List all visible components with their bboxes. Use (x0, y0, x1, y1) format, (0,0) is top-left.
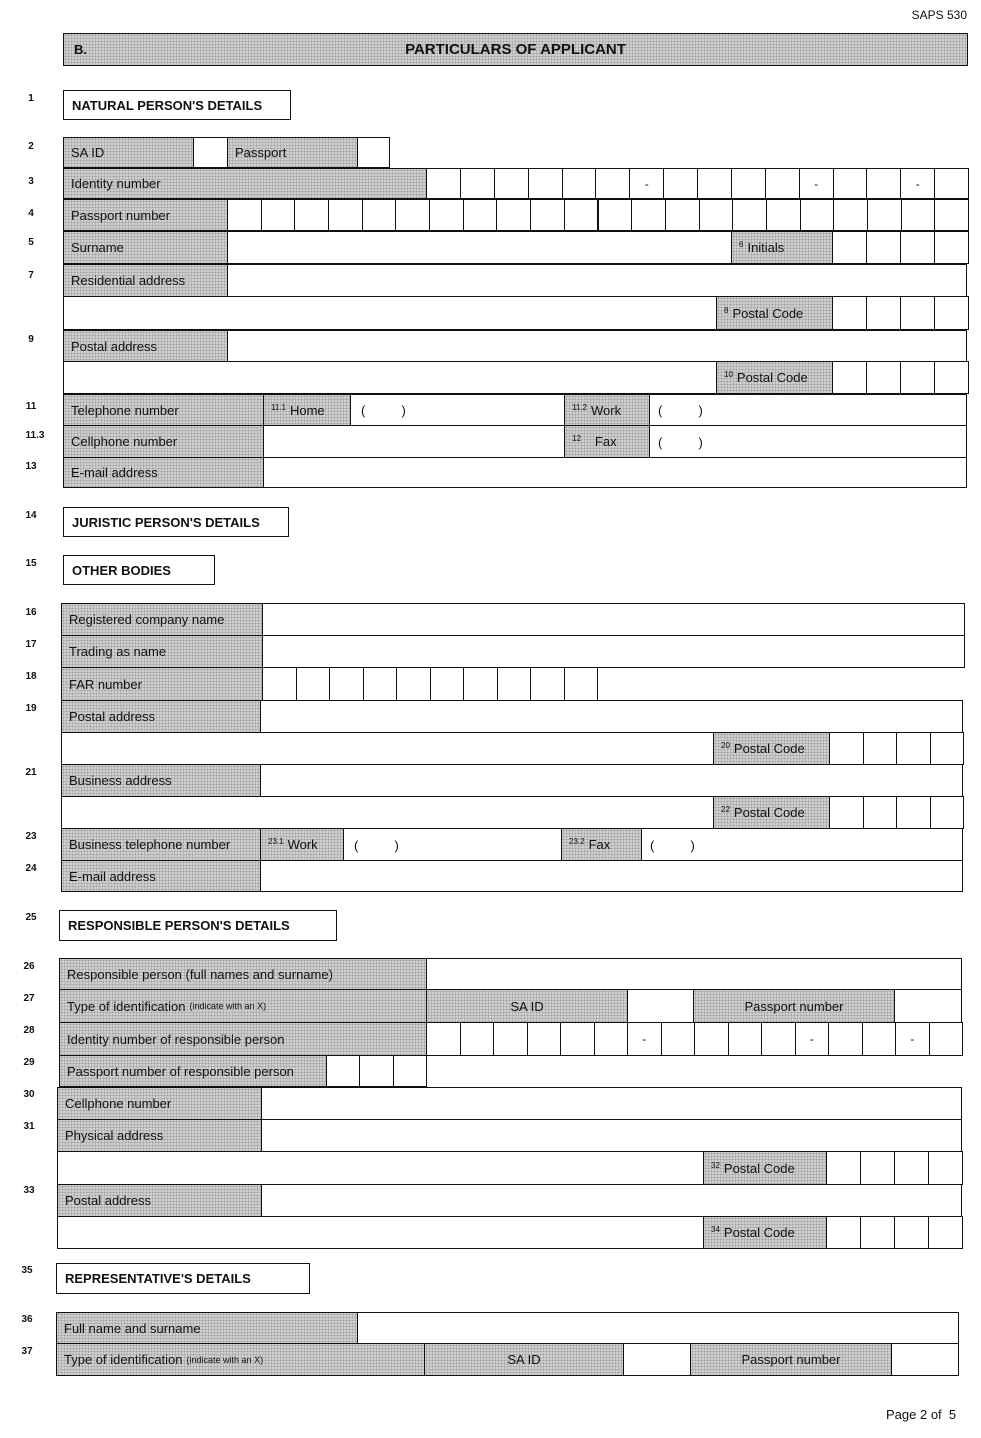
email-field[interactable] (263, 457, 967, 488)
passport-digit-cell[interactable] (766, 199, 801, 231)
row-number: 9 (28, 334, 34, 345)
home-label (263, 394, 351, 426)
section-banner (63, 33, 968, 66)
identity-digit-cell[interactable] (795, 1022, 830, 1056)
row-number: 25 (25, 912, 37, 923)
physical-address-field[interactable] (261, 1119, 962, 1152)
row-number: 13 (25, 461, 37, 472)
far-digit-cell[interactable] (363, 667, 398, 701)
separator-dash: - (642, 1032, 647, 1046)
row-number: 19 (25, 703, 37, 714)
identity-digit-cell[interactable] (594, 1022, 629, 1056)
far-digit-cell[interactable] (396, 667, 431, 701)
passport-digit-cell[interactable] (227, 199, 262, 231)
fax-text: Fax (594, 434, 617, 449)
telephone-number-label: Telephone number (63, 394, 264, 426)
fax-field[interactable] (649, 425, 967, 458)
sa-id-checkbox[interactable] (193, 137, 228, 168)
identity-digit-cell[interactable] (560, 1022, 595, 1056)
initials-number: 6 (739, 240, 744, 249)
identity-digit-cell[interactable] (460, 1022, 495, 1056)
postal-code-cell[interactable] (832, 361, 867, 394)
initials-cell[interactable] (832, 231, 867, 264)
work-label (564, 394, 650, 426)
postal-code-cell[interactable] (832, 296, 867, 330)
postal-code-cell[interactable] (866, 361, 901, 394)
identity-digit-cell[interactable] (527, 1022, 562, 1056)
sa-id-label: SA ID (63, 137, 194, 168)
passport-digit-cell[interactable] (328, 199, 363, 231)
passport-digit-cell[interactable] (665, 199, 700, 231)
row-number: 15 (25, 558, 37, 569)
identity-digit-cell[interactable] (895, 1022, 930, 1056)
physical-address-field-2[interactable] (57, 1151, 704, 1185)
identity-number-label: Identity number (63, 168, 427, 199)
identity-digit-cell[interactable] (697, 168, 732, 199)
identity-digit-cell[interactable] (627, 1022, 662, 1056)
postal-code-number: 8 (724, 305, 729, 315)
identity-digit-cell[interactable] (528, 168, 563, 199)
separator-dash: - (910, 1032, 915, 1046)
row-number: 11 (25, 401, 37, 412)
work-text: Work (287, 837, 318, 852)
row-number: 36 (21, 1314, 33, 1325)
postal-code-cell[interactable] (930, 732, 965, 765)
separator-dash: - (809, 1032, 814, 1046)
postal-address-field[interactable] (227, 330, 967, 362)
registered-company-field[interactable] (262, 603, 965, 636)
section-letter: B. (74, 42, 87, 57)
row-number: 14 (25, 510, 37, 521)
passport-digit-cell[interactable] (395, 199, 430, 231)
registered-company-label: Registered company name (61, 603, 263, 636)
row-number: 18 (25, 671, 37, 682)
row-number: 1 (28, 93, 34, 104)
identity-number-label: Identity number of responsible person (59, 1022, 427, 1056)
identity-digit-cell[interactable] (866, 168, 901, 199)
passport-number-label: Passport number (63, 199, 228, 231)
passport-checkbox[interactable] (891, 1343, 959, 1376)
type-id-text: Type of identification (64, 1352, 183, 1367)
postal-code-cell[interactable] (930, 796, 965, 829)
work-text: Work (590, 402, 622, 418)
page-number: Page 2 of 5 (886, 1407, 957, 1422)
full-name-label: Full name and surname (56, 1312, 358, 1344)
type-id-text: Type of identification (67, 998, 186, 1014)
phone-brackets: ( ) (361, 403, 406, 418)
work-number: 23.1 (268, 837, 284, 846)
postal-code-cell[interactable] (863, 732, 898, 765)
far-digit-cell[interactable] (262, 667, 297, 701)
passport-digit-cell[interactable] (530, 199, 565, 231)
business-address-field-2[interactable] (61, 796, 714, 829)
passport-label: Passport (227, 137, 358, 168)
row-number: 3 (28, 176, 34, 187)
sa-id-option: SA ID (424, 1343, 624, 1376)
passport-digit-cell[interactable] (598, 199, 633, 231)
passport-option: Passport number (690, 1343, 892, 1376)
identity-digit-cell[interactable] (426, 168, 461, 199)
sa-id-checkbox[interactable] (623, 1343, 691, 1376)
passport-checkbox[interactable] (894, 989, 962, 1023)
postal-code-cell[interactable] (894, 1216, 929, 1249)
row-number: 28 (23, 1025, 35, 1036)
trading-as-field[interactable] (262, 635, 965, 668)
work-number: 11.2 (572, 402, 587, 412)
identity-digit-cell[interactable] (426, 1022, 461, 1056)
responsible-person-field[interactable] (426, 958, 962, 990)
separator-dash: - (814, 176, 819, 191)
row-number: 23 (25, 831, 37, 842)
cellphone-number-label: Cellphone number (63, 425, 264, 458)
postal-code-text: Postal Code (733, 741, 805, 756)
initials-cell[interactable] (934, 231, 969, 264)
postal-code-number: 22 (721, 805, 730, 814)
passport-digit-cell[interactable] (867, 199, 902, 231)
postal-code-number: 10 (724, 370, 733, 379)
far-digit-cell[interactable] (530, 667, 565, 701)
initials-text: Initials (747, 240, 785, 255)
identity-digit-cell[interactable] (765, 168, 800, 199)
postal-code-number: 32 (711, 1160, 720, 1170)
identity-digit-cell[interactable] (494, 168, 529, 199)
postal-code-cell[interactable] (928, 1216, 963, 1249)
row-number: 4 (28, 208, 34, 219)
business-telephone-label: Business telephone number (61, 828, 261, 861)
row-number: 30 (23, 1089, 35, 1100)
representative-heading: REPRESENTATIVE'S DETAILS (56, 1263, 310, 1294)
responsible-person-label: Responsible person (full names and surname) (59, 958, 427, 990)
postal-address-field-2[interactable] (57, 1216, 704, 1249)
cellphone-number-label: Cellphone number (57, 1087, 262, 1120)
postal-code-text: Postal Code (723, 1160, 795, 1176)
work-phone-field[interactable] (649, 394, 967, 426)
identity-digit-cell[interactable] (828, 1022, 863, 1056)
passport-option: Passport number (693, 989, 895, 1023)
far-digit-cell[interactable] (430, 667, 465, 701)
fax-number: 23.2 (569, 837, 585, 846)
juristic-person-heading: JURISTIC PERSON'S DETAILS (63, 507, 289, 537)
row-number: 37 (21, 1346, 33, 1357)
residential-address-field-2[interactable] (63, 296, 717, 330)
cellphone-field[interactable] (263, 425, 565, 458)
identity-digit-cell[interactable] (833, 168, 868, 199)
postal-code-cell[interactable] (900, 296, 935, 330)
postal-code-cell[interactable] (928, 1151, 963, 1185)
far-digit-cell[interactable] (497, 667, 532, 701)
identity-digit-cell[interactable] (761, 1022, 796, 1056)
postal-code-label-34 (703, 1216, 827, 1249)
postal-code-cell[interactable] (829, 732, 864, 765)
identity-digit-cell[interactable] (629, 168, 664, 199)
row-number: 7 (28, 270, 34, 281)
surname-label: Surname (63, 231, 228, 264)
identity-digit-cell[interactable] (694, 1022, 729, 1056)
initials-cell[interactable] (866, 231, 901, 264)
row-number: 24 (25, 863, 37, 874)
passport-digit-cell[interactable] (393, 1055, 427, 1087)
sa-id-checkbox[interactable] (627, 989, 694, 1023)
residential-address-label: Residential address (63, 264, 228, 297)
postal-code-label-10 (716, 361, 833, 394)
postal-code-cell[interactable] (860, 1151, 895, 1185)
passport-number-label: Passport number of responsible person (59, 1055, 327, 1087)
passport-digit-cell[interactable] (631, 199, 666, 231)
fax-number: 12 (572, 434, 581, 443)
postal-address-label: Postal address (63, 330, 228, 362)
phone-brackets: ( ) (658, 435, 703, 450)
identity-digit-cell[interactable] (493, 1022, 528, 1056)
natural-person-heading: NATURAL PERSON'S DETAILS (63, 90, 291, 120)
row-number: 26 (23, 961, 35, 972)
surname-field[interactable] (227, 231, 732, 264)
physical-address-label: Physical address (57, 1119, 262, 1152)
passport-digit-cell[interactable] (564, 199, 599, 231)
residential-address-field[interactable] (227, 264, 967, 297)
row-number: 27 (23, 993, 35, 1004)
postal-address-field-2[interactable] (63, 361, 717, 394)
passport-digit-cell[interactable] (429, 199, 464, 231)
identity-digit-cell[interactable] (862, 1022, 897, 1056)
cellphone-field[interactable] (261, 1087, 962, 1120)
passport-digit-cell[interactable] (699, 199, 734, 231)
postal-code-text: Postal Code (723, 1225, 795, 1240)
type-id-note: (indicate with an X) (186, 1354, 264, 1365)
type-of-identification-label (56, 1343, 425, 1376)
postal-code-text: Postal Code (736, 370, 808, 385)
postal-code-cell[interactable] (826, 1216, 861, 1249)
passport-digit-cell[interactable] (326, 1055, 360, 1087)
far-digit-cell[interactable] (329, 667, 364, 701)
identity-digit-cell[interactable] (900, 168, 935, 199)
postal-address-field[interactable] (260, 700, 963, 733)
row-number: 17 (25, 639, 37, 650)
postal-code-cell[interactable] (900, 361, 935, 394)
identity-digit-cell[interactable] (663, 168, 698, 199)
postal-code-text: Postal Code (733, 805, 805, 820)
passport-digit-cell[interactable] (800, 199, 835, 231)
phone-brackets: ( ) (650, 838, 695, 853)
passport-digit-cell[interactable] (261, 199, 296, 231)
home-number: 11.1 (271, 402, 286, 412)
postal-code-cell[interactable] (829, 796, 864, 829)
business-fax-field[interactable] (641, 828, 963, 861)
postal-code-cell[interactable] (863, 796, 898, 829)
business-address-field[interactable] (260, 764, 963, 797)
far-number-label: FAR number (61, 667, 263, 701)
business-work-phone-field[interactable] (343, 828, 562, 861)
initials-label (731, 231, 833, 264)
postal-code-label-22 (713, 796, 830, 829)
far-digit-cell[interactable] (296, 667, 331, 701)
row-number: 5 (28, 237, 34, 248)
responsible-person-heading: RESPONSIBLE PERSON'S DETAILS (59, 910, 337, 941)
postal-address-field[interactable] (261, 1184, 962, 1217)
row-number: 31 (23, 1121, 35, 1132)
row-number: 35 (21, 1265, 33, 1276)
identity-digit-cell[interactable] (562, 168, 597, 199)
postal-code-cell[interactable] (934, 296, 969, 330)
postal-code-cell[interactable] (826, 1151, 861, 1185)
home-phone-field[interactable] (350, 394, 565, 426)
identity-digit-cell[interactable] (929, 1022, 964, 1056)
fax-text: Fax (588, 837, 611, 852)
postal-code-text: Postal Code (732, 305, 804, 321)
postal-code-cell[interactable] (896, 732, 931, 765)
fax-label (564, 425, 650, 458)
postal-code-cell[interactable] (866, 296, 901, 330)
passport-digit-cell[interactable] (359, 1055, 393, 1087)
postal-code-label-8 (716, 296, 833, 330)
passport-digit-cell[interactable] (732, 199, 767, 231)
passport-digit-cell[interactable] (362, 199, 397, 231)
postal-address-label: Postal address (61, 700, 261, 733)
passport-digit-cell[interactable] (294, 199, 329, 231)
postal-code-number: 20 (721, 741, 730, 750)
type-of-identification-label (59, 989, 427, 1023)
identity-digit-cell[interactable] (728, 1022, 763, 1056)
type-id-note: (indicate with an X) (189, 1001, 267, 1011)
identity-digit-cell[interactable] (799, 168, 834, 199)
row-number: 11.3 (25, 430, 45, 441)
identity-digit-cell[interactable] (731, 168, 766, 199)
email-label: E-mail address (61, 860, 261, 892)
row-number: 21 (25, 767, 37, 778)
row-number: 16 (25, 607, 37, 618)
postal-code-label-20 (713, 732, 830, 765)
postal-code-label-32 (703, 1151, 827, 1185)
postal-code-cell[interactable] (896, 796, 931, 829)
passport-digit-cell[interactable] (463, 199, 498, 231)
row-number: 2 (28, 141, 34, 152)
separator-dash: - (915, 176, 920, 191)
form-code: SAPS 530 (911, 8, 967, 22)
postal-code-number: 34 (711, 1225, 720, 1234)
phone-brackets: ( ) (354, 838, 399, 853)
trading-as-label: Trading as name (61, 635, 263, 668)
postal-code-cell[interactable] (894, 1151, 929, 1185)
separator-dash: - (644, 176, 649, 191)
passport-digit-cell[interactable] (934, 199, 969, 231)
postal-code-cell[interactable] (934, 361, 969, 394)
business-address-label: Business address (61, 764, 261, 797)
section-title: PARTICULARS OF APPLICANT (405, 41, 626, 58)
passport-digit-cell[interactable] (901, 199, 936, 231)
identity-digit-cell[interactable] (661, 1022, 696, 1056)
work-label (260, 828, 344, 861)
postal-address-label: Postal address (57, 1184, 262, 1217)
initials-cell[interactable] (900, 231, 935, 264)
postal-address-field-2[interactable] (61, 732, 714, 765)
identity-digit-cell[interactable] (460, 168, 495, 199)
sa-id-option: SA ID (426, 989, 628, 1023)
passport-digit-cell[interactable] (496, 199, 531, 231)
fax-label (561, 828, 642, 861)
far-digit-cell[interactable] (463, 667, 498, 701)
identity-digit-cell[interactable] (595, 168, 630, 199)
passport-digit-cell[interactable] (833, 199, 868, 231)
home-text: Home (289, 402, 325, 418)
phone-brackets: ( ) (658, 403, 703, 418)
passport-checkbox[interactable] (357, 137, 390, 168)
email-field[interactable] (260, 860, 963, 892)
postal-code-cell[interactable] (860, 1216, 895, 1249)
full-name-field[interactable] (357, 1312, 959, 1344)
row-number: 29 (23, 1057, 35, 1068)
identity-digit-cell[interactable] (934, 168, 969, 199)
other-bodies-heading: OTHER BODIES (63, 555, 215, 585)
far-digit-cell[interactable] (564, 667, 599, 701)
email-label: E-mail address (63, 457, 264, 488)
row-number: 33 (23, 1185, 35, 1196)
